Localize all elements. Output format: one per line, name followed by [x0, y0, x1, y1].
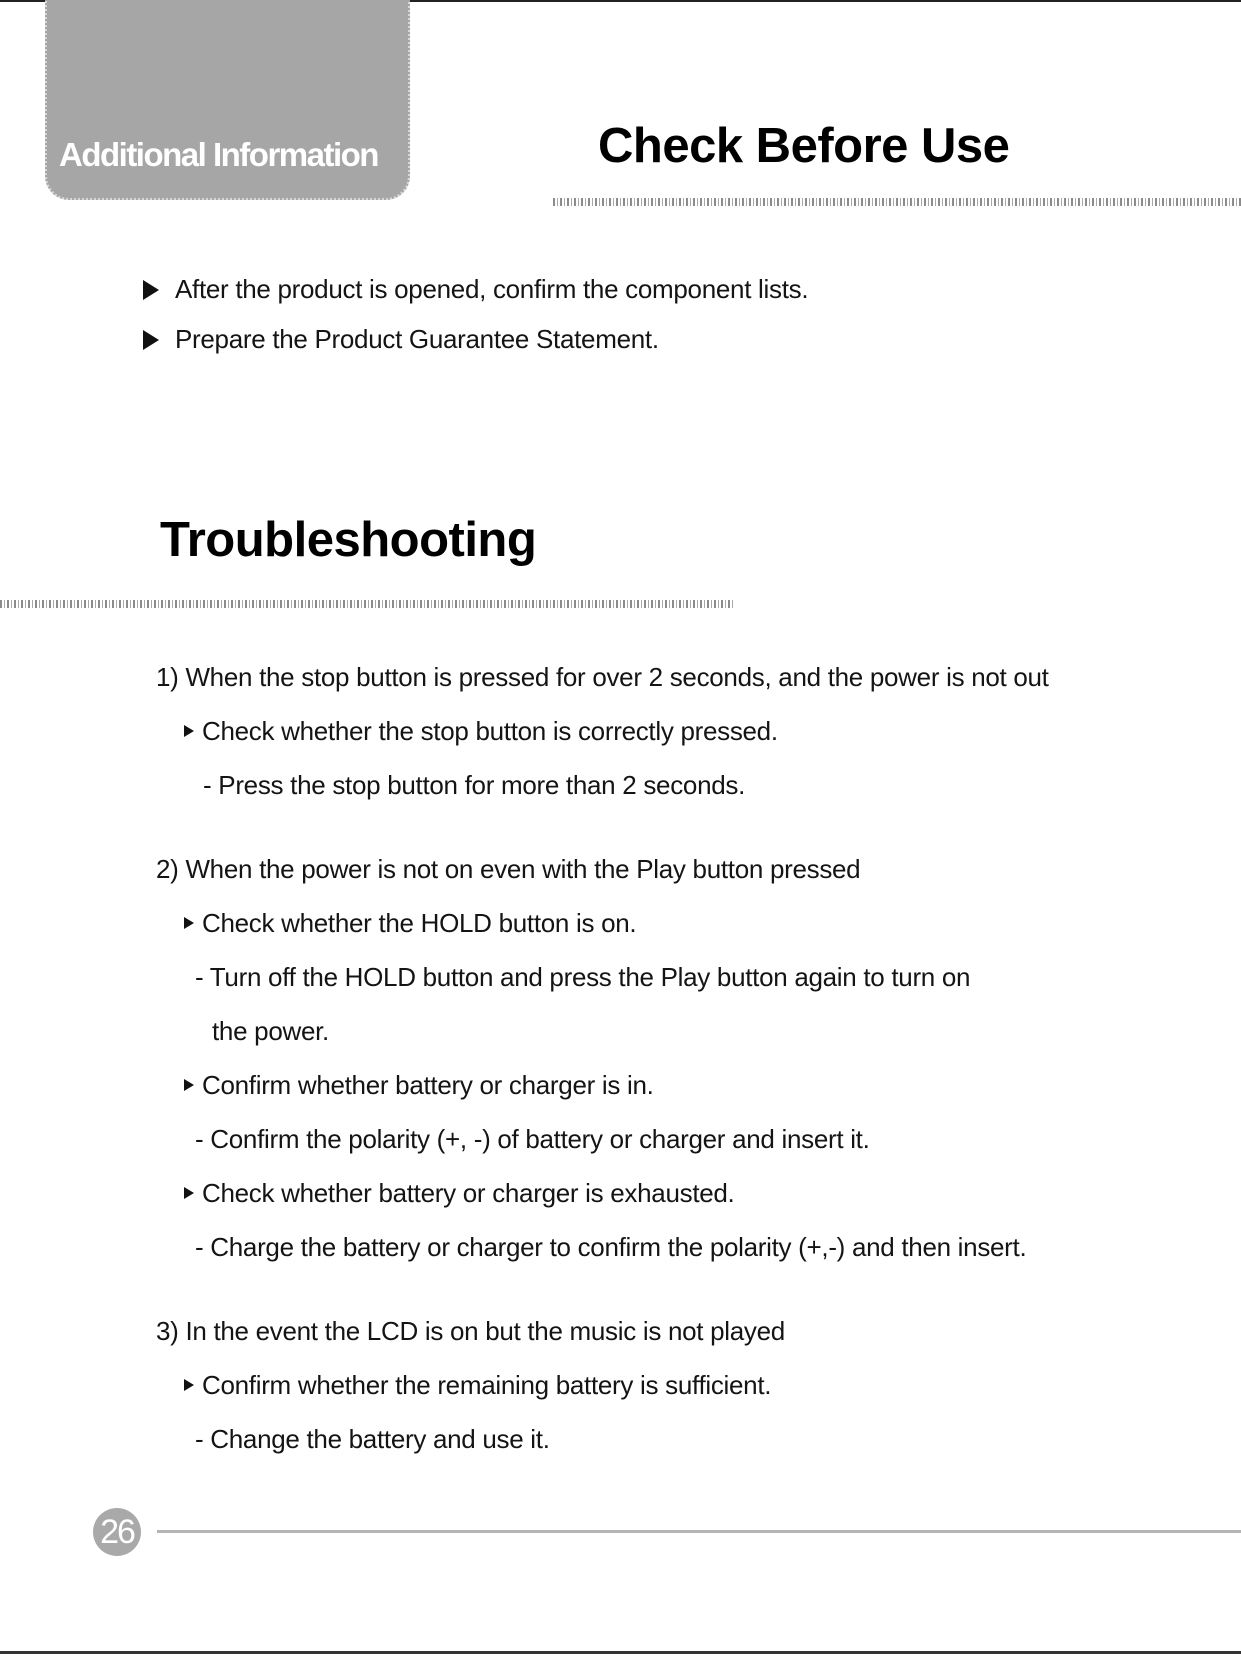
check-step-text: Confirm whether battery or charger is in. — [202, 1070, 654, 1100]
check-step — [184, 1070, 654, 1101]
problem-heading: 3) In the event the LCD is on but the music is not played — [156, 1316, 785, 1346]
check-step — [184, 1178, 734, 1209]
problem-heading: 1) When the stop button is pressed for over 2 seconds, and the power is not out — [156, 662, 1049, 692]
remedy-step: - Charge the battery or charger to confirm the polarity (+,-) and then insert. — [195, 1232, 1027, 1262]
check-item: After the product is opened, confirm the component lists. — [175, 274, 809, 304]
check-step-text: Check whether the HOLD button is on. — [202, 908, 637, 938]
remedy-step-continued: the power. — [212, 1016, 329, 1046]
check-item: Prepare the Product Guarantee Statement. — [175, 324, 659, 354]
check-step-text: Check whether battery or charger is exhausted. — [202, 1178, 735, 1208]
check-step — [184, 716, 778, 747]
bottom-border-rule — [0, 1651, 1241, 1654]
remedy-step: - Press the stop button for more than 2 seconds. — [203, 770, 746, 800]
small-arrow-icon — [184, 1079, 194, 1091]
section-tab — [45, 0, 410, 200]
troubleshooting-dotted-rule — [0, 600, 735, 608]
small-arrow-icon — [184, 725, 194, 737]
page-number: 26 — [93, 1508, 141, 1556]
problem-heading: 2) When the power is not on even with the Play button pressed — [156, 854, 861, 884]
check-step-text: Check whether the stop button is correctly pressed. — [202, 716, 778, 746]
remedy-step: - Turn off the HOLD button and press the Play button again to turn on — [195, 962, 971, 992]
section-tab-label: Additional Information — [59, 136, 378, 173]
check-step — [184, 1370, 771, 1401]
bullet-arrow-icon — [143, 330, 159, 350]
page-title: Check Before Use — [598, 119, 1010, 173]
small-arrow-icon — [184, 1379, 194, 1391]
footer-rule — [157, 1530, 1241, 1533]
small-arrow-icon — [184, 1187, 194, 1199]
bullet-arrow-icon — [143, 280, 159, 300]
check-step — [184, 908, 636, 939]
troubleshooting-title: Troubleshooting — [160, 513, 537, 567]
remedy-step: - Confirm the polarity (+, -) of battery or charger and insert it. — [195, 1124, 870, 1154]
check-step-text: Confirm whether the remaining battery is sufficient. — [202, 1370, 772, 1400]
title-dotted-rule — [553, 198, 1241, 206]
small-arrow-icon — [184, 917, 194, 929]
remedy-step: - Change the battery and use it. — [195, 1424, 550, 1454]
